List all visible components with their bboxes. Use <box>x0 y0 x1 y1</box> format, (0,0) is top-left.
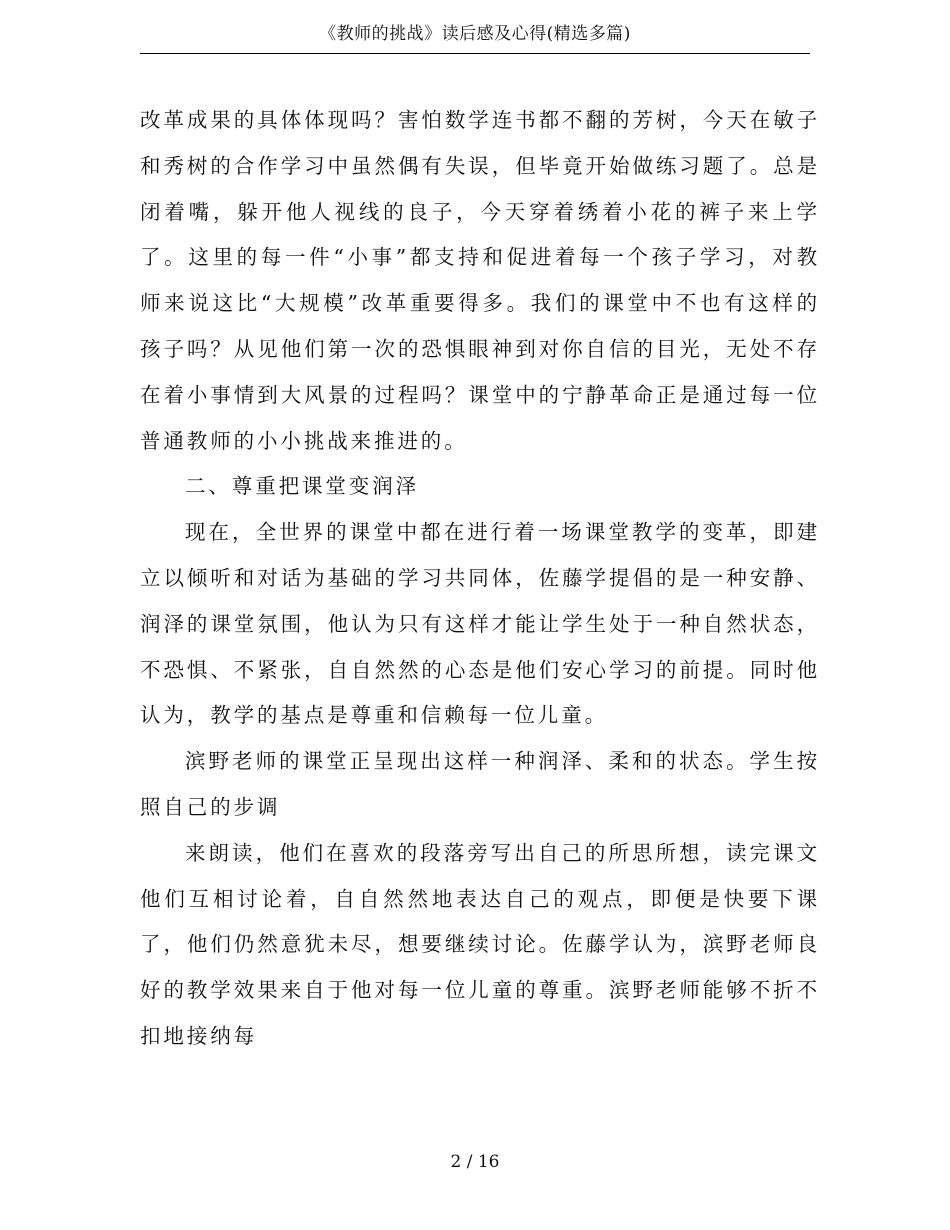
page-number: 2 / 16 <box>450 1152 500 1172</box>
paragraph-continuation: 改革成果的具体体现吗？害怕数学连书都不翻的芳树，今天在敏子和秀树的合作学习中虽然偶有失误，但毕竟开始做练习题了。总是闭着嘴，躲开他人视线的良子，今天穿着绣着小花的裤子来上学了。这里的每一件“小事”都支持和促进着每一个孩子学习，对教师来说这比“大规模”改革重要得多。我们的课堂中不也有这样的孩子吗？从见他们第一次的恐惧眼神到对你自信的目光，无处不存在着小事情到大风景的过程吗？课堂中的宁静革命正是通过每一位普通教师的小小挑战来推进的。 <box>140 108 820 453</box>
document-body <box>140 98 820 1060</box>
paragraph-learning-community: 现在，全世界的课堂中都在进行着一场课堂教学的变革，即建立以倾听和对话为基础的学习共同体，佐藤学提倡的是一种安静、润泽的课堂氛围，他认为只有这样才能让学生处于一种自然状态，不恐惧、不紧张，自自然然的心态是他们安心学习的前提。同时他认为，教学的基点是尊重和信赖每一位儿童。 <box>140 520 820 728</box>
header-divider <box>140 53 810 54</box>
document-header-title: 《教师的挑战》读后感及心得(精选多篇) <box>319 24 631 44</box>
paragraph-reading-discussion: 来朗读，他们在喜欢的段落旁写出自己的所思所想，读完课文他们互相讨论着，自自然然地表达自己的观点，即便是快要下课了，他们仍然意犹未尽，想要继续讨论。佐藤学认为，滨野老师良好的教学效果来自于他对每一位儿童的尊重。滨野老师能够不折不扣地接纳每 <box>140 840 820 1048</box>
section-heading: 二、尊重把课堂变润泽 <box>185 474 419 499</box>
paragraph-hamano-classroom: 滨野老师的课堂正呈现出这样一种润泽、柔和的状态。学生按照自己的步调 <box>140 749 820 819</box>
